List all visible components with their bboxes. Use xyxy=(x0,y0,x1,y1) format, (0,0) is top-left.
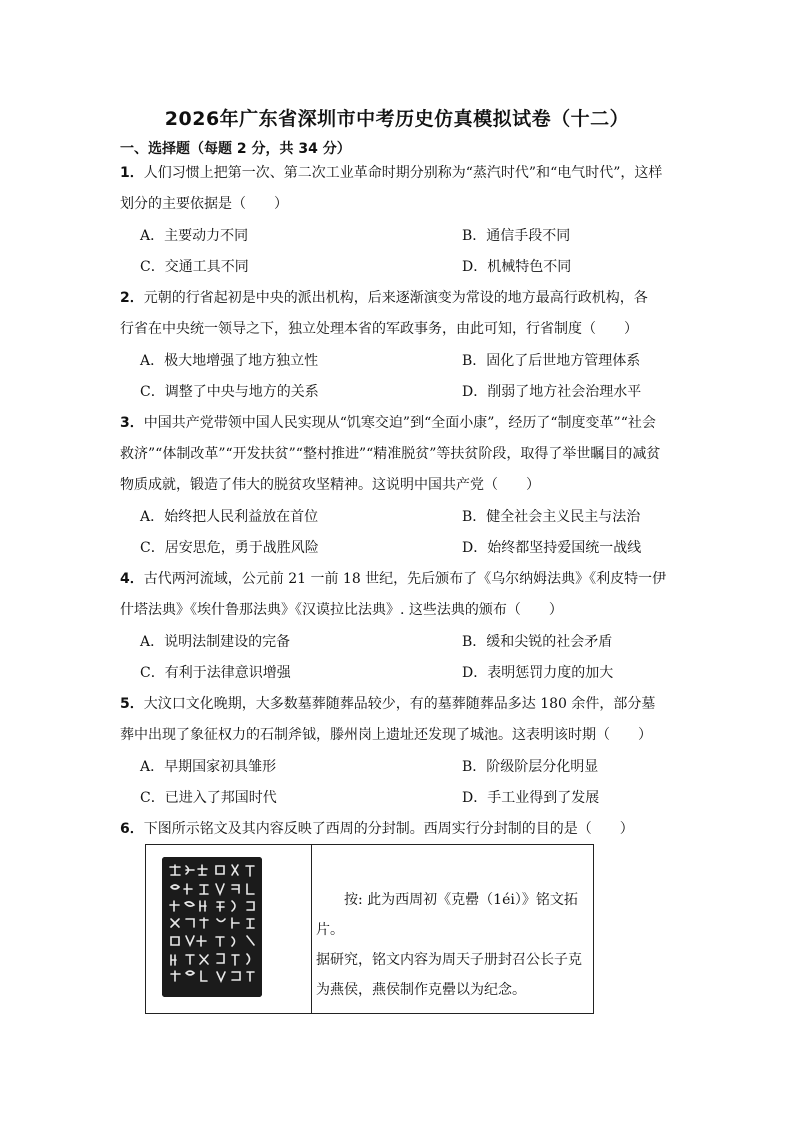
option-b[interactable]: B．固化了后世地方管理体系 xyxy=(462,353,641,369)
question-number: 5． xyxy=(120,696,144,712)
option-c[interactable]: C．调整了中央与地方的关系 xyxy=(140,384,319,400)
option-d[interactable]: D．削弱了地方社会治理水平 xyxy=(462,384,642,400)
option-d[interactable]: D．手工业得到了发展 xyxy=(462,790,600,806)
question-1-line-1 xyxy=(120,163,680,183)
question-stem: 大汶口文化晚期，大多数墓葬随葬品较少，有的墓葬随葬品多达 180 余件，部分墓 xyxy=(143,696,656,712)
question-2-line-2: 行省在中央统一领导之下，独立处理本省的军政事务，由此可知，行省制度（ ） xyxy=(120,321,638,337)
option-c[interactable]: C．居安思危，勇于战胜风险 xyxy=(140,540,319,556)
question-2-line-1 xyxy=(120,288,680,308)
option-a[interactable]: A．极大地增强了地方独立性 xyxy=(140,353,319,369)
table-column-divider xyxy=(311,845,312,1013)
inscription-rubbing-image xyxy=(162,857,262,997)
option-a[interactable]: A．始终把人民利益放在首位 xyxy=(140,509,319,525)
option-c[interactable]: C．已进入了邦国时代 xyxy=(140,790,277,806)
option-a[interactable]: A．主要动力不同 xyxy=(140,228,249,244)
figure-table xyxy=(145,844,594,1014)
question-5-line-2: 葬中出现了象征权力的石制斧钺，滕州岗上遗址还发现了城池。这表明该时期（ ） xyxy=(120,727,652,743)
caption-line-2: 据研究，铭文内容为周天子册封召公长子克 xyxy=(316,952,582,968)
option-b[interactable]: B．健全社会主义民主与法治 xyxy=(462,509,641,525)
page-title: 2026年广东省深圳市中考历史仿真模拟试卷（十二） xyxy=(164,108,630,130)
option-c[interactable]: C．交通工具不同 xyxy=(140,259,249,275)
option-b[interactable]: B．通信手段不同 xyxy=(462,228,571,244)
figure-caption xyxy=(316,885,588,1005)
option-b[interactable]: B．阶级阶层分化明显 xyxy=(462,759,599,775)
question-6-line-1 xyxy=(120,819,680,839)
option-b[interactable]: B．缓和尖锐的社会矛盾 xyxy=(462,634,613,650)
question-3-line-1 xyxy=(120,413,680,433)
caption-line-1: 按: 此为西周初《克罍（1éi）》铭文拓片。 xyxy=(316,892,578,938)
question-number: 6． xyxy=(120,821,144,837)
question-3-line-3: 物质成就，锻造了伟大的脱贫攻坚精神。这说明中国共产党（ ） xyxy=(120,477,540,493)
option-d[interactable]: D．表明惩罚力度的加大 xyxy=(462,665,614,681)
question-4-line-1 xyxy=(120,569,680,589)
question-3-line-2: 救济”“体制改革”“开发扶贫”“整村推进”“精准脱贫”等扶贫阶段，取得了举世瞩目的减贫 xyxy=(120,446,661,462)
question-4-line-2: 什塔法典》《埃什鲁那法典》《汉谟拉比法典》. 这些法典的颁布（ ） xyxy=(120,602,563,618)
option-d[interactable]: D．机械特色不同 xyxy=(462,259,572,275)
section-heading: 一、选择题（每题 2 分，共 34 分） xyxy=(120,141,351,157)
option-a[interactable]: A．说明法制建设的完备 xyxy=(140,634,291,650)
option-a[interactable]: A．早期国家初具雏形 xyxy=(140,759,277,775)
question-stem: 古代两河流域，公元前 21 一前 18 世纪，先后颁布了《乌尔纳姆法典》《利皮特一伊 xyxy=(143,571,667,587)
rubbing-texture xyxy=(162,857,262,997)
question-stem: 元朝的行省起初是中央的派出机构，后来逐渐演变为常设的地方最高行政机构，各 xyxy=(143,290,648,306)
question-1-line-2: 划分的主要依据是（ ） xyxy=(120,196,288,212)
question-number: 3． xyxy=(120,415,144,431)
option-c[interactable]: C．有利于法律意识增强 xyxy=(140,665,291,681)
question-stem: 人们习惯上把第一次、第二次工业革命时期分别称为“蒸汽时代”和“电气时代”，这样 xyxy=(143,165,663,181)
question-number: 1． xyxy=(120,165,144,181)
question-number: 2． xyxy=(120,290,144,306)
question-stem: 下图所示铭文及其内容反映了西周的分封制。西周实行分封制的目的是（ ） xyxy=(143,821,634,837)
question-number: 4． xyxy=(120,571,144,587)
option-d[interactable]: D．始终都坚持爱国统一战线 xyxy=(462,540,642,556)
question-5-line-1 xyxy=(120,694,680,714)
caption-line-3: 为燕侯，燕侯制作克罍以为纪念。 xyxy=(316,982,526,998)
question-stem: 中国共产党带领中国人民实现从“饥寒交迫”到“全面小康”，经历了“制度变革”“社会 xyxy=(143,415,656,431)
